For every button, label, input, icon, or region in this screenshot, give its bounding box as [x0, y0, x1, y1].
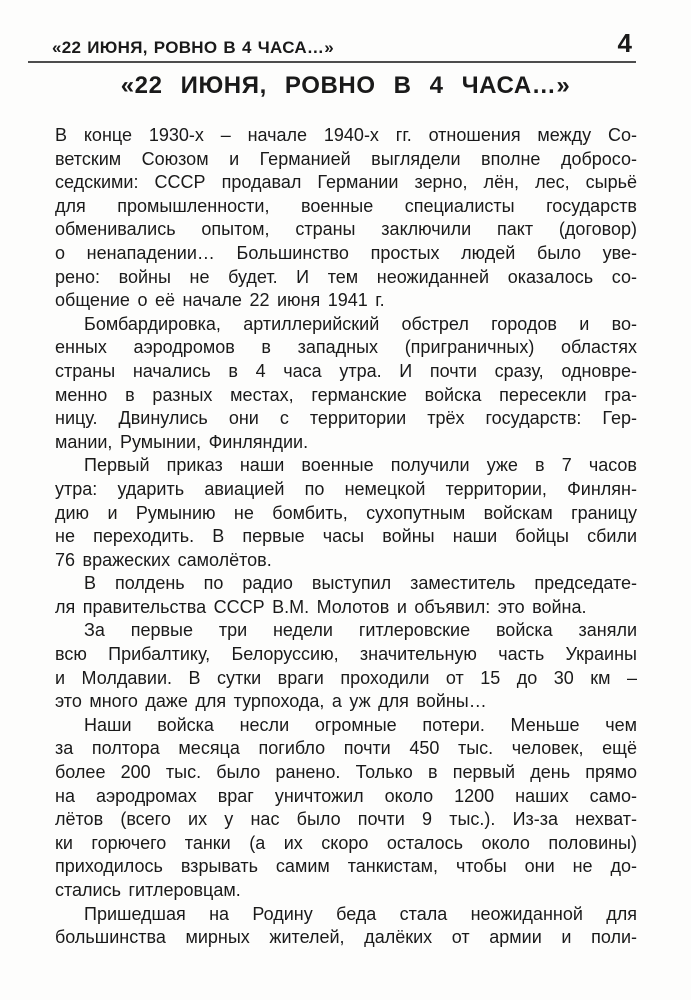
text-line: всю Прибалтику, Белоруссию, значительную часть Украины: [55, 644, 637, 665]
paragraph: [55, 903, 637, 950]
paragraph: [55, 313, 637, 455]
text-line: мании, Румынии, Финляндии.: [55, 431, 309, 452]
paragraph: [55, 619, 637, 713]
text-line: За первые три недели гитлеровские войска заняли: [84, 620, 637, 641]
running-header-title: «22 ИЮНЯ, РОВНО В 4 ЧАСА…»: [52, 38, 334, 57]
text-line: дию и Румынию не бомбить, сухопутным войскам границу: [55, 502, 637, 523]
text-line: Наши войска несли огромные потери. Меньше чем: [84, 714, 637, 735]
chapter-title: «22 ИЮНЯ, РОВНО В 4 ЧАСА…»: [120, 72, 571, 99]
paragraph: [55, 572, 637, 619]
text-line: на аэродромах враг уничтожил около 1200 наших само-: [55, 785, 637, 806]
text-line: ветским Союзом и Германией выглядели вполне добросо-: [55, 148, 637, 169]
text-line: приходилось взрывать самим танкистам, чтобы они не до-: [55, 856, 637, 877]
header-rule-line: [28, 61, 636, 63]
text-line: не переходить. В первые часы войны наши бойцы сбили: [55, 526, 637, 547]
text-line: Пришедшая на Родину беда стала неожиданной для: [84, 903, 637, 924]
text-line: и Молдавии. В сутки враги проходили от 15 до 30 км –: [55, 667, 637, 688]
text-line: енных аэродромов в западных (приграничных) областях: [55, 337, 637, 358]
text-line: это много даже для турпохода, а уж для войны…: [55, 691, 487, 712]
text-line: ля правительства СССР В.М. Молотов и объявил: это война.: [55, 596, 587, 617]
paragraph: [55, 124, 637, 313]
text-line: В конце 1930-х – начале 1940-х гг. отношения между Со-: [55, 125, 637, 145]
text-line: большинства мирных жителей, далёких от армии и поли-: [55, 927, 637, 948]
text-line: о ненападении… Большинство простых людей было уве-: [55, 242, 637, 263]
text-line: более 200 тыс. было ранено. Только в первый день прямо: [55, 762, 637, 783]
text-line: седскими: СССР продавал Германии зерно, лён, лес, сырьё: [55, 172, 637, 193]
text-line: ки горючего танки (а их скоро осталось около половины): [55, 832, 637, 853]
text-line: менно в разных местах, германские войска пересекли гра-: [55, 384, 637, 405]
text-line: обменивались опытом, страны заключили пакт (договор): [55, 219, 637, 240]
text-line: общение о её начале 22 июня 1941 г.: [55, 290, 385, 311]
text-line: лётов (всего их у нас было почти 9 тыс.). Из-за нехват-: [55, 809, 637, 830]
text-line: стались гитлеровцам.: [55, 880, 241, 900]
text-line: В полдень по радио выступил заместитель председате-: [84, 573, 637, 594]
page-number: 4: [617, 28, 632, 58]
text-line: утра: ударить авиацией по немецкой территории, Финлян-: [55, 478, 637, 499]
text-line: за полтора месяца погибло почти 450 тыс. человек, ещё: [55, 738, 637, 759]
text-line: 76 вражеских самолётов.: [55, 549, 272, 570]
page-body-text: [55, 124, 637, 950]
text-line: Бомбардировка, артиллерийский обстрел городов и во-: [84, 313, 637, 334]
paragraph: [55, 454, 637, 572]
text-line: для промышленности, военные специалисты государств: [55, 195, 637, 216]
text-line: ницу. Двинулись они с территории трёх государств: Гер-: [55, 408, 637, 429]
text-line: Первый приказ наши военные получили уже в 7 часов: [84, 455, 637, 476]
text-line: рено: войны не будет. И тем неожиданней оказалось со-: [55, 266, 637, 287]
text-line: страны начались в 4 часа утра. И почти сразу, одновре-: [55, 360, 637, 381]
paragraph: [55, 714, 637, 903]
